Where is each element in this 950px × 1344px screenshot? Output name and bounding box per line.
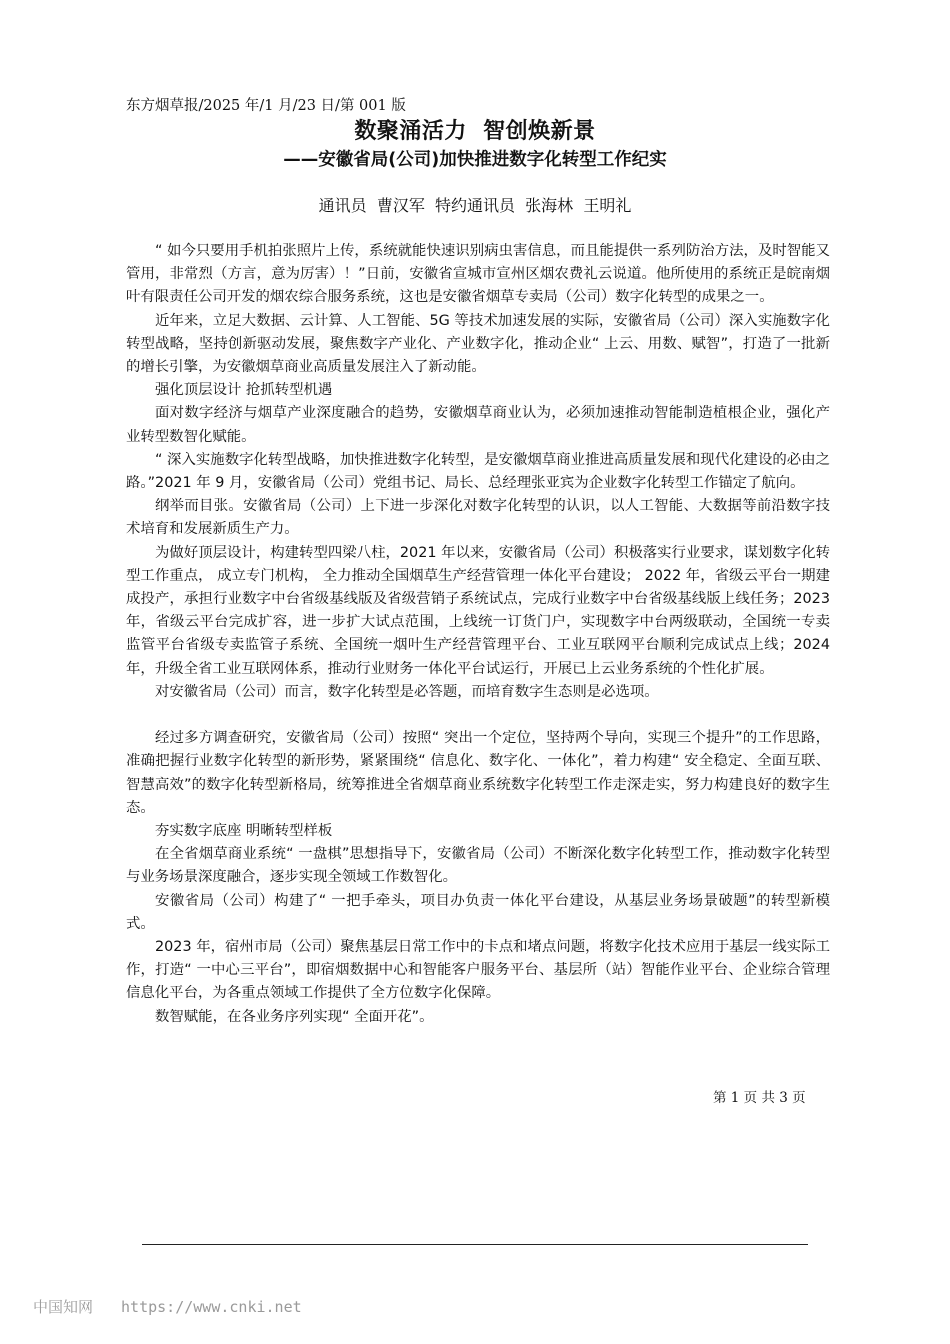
paragraph: “ 深入实施数字化转型战略，加快推进数字化转型，是安徽烟草商业推进高质量发展和现代化建设的必由之路。”2021 年 9 月，安徽省局（公司）党组书记、局长、总经理张亚宾为企业数字化转型工作锚定了航向。: [126, 451, 830, 492]
byline: 通讯员 曹汉军 特约通讯员 张海林 王明礼: [318, 196, 632, 215]
headline: 数聚涌活力 智创焕新景: [354, 119, 596, 144]
paragraph: “ 如今只要用手机拍张照片上传，系统就能快速识别病虫害信息，而且能提供一系列防治方法，及时智能又管用，非常烈（方言，意为厉害）！”日前，安徽省宣城市宣州区烟农费礼云说道。他所使用的系统正是皖南烟叶有限责任公司开发的烟农综合服务系统，这也是安徽省烟草专卖局（公司）数字化转型的成果之一。: [126, 243, 830, 306]
watermark-site-name: 中国知网: [33, 1298, 94, 1316]
section-heading: 强化顶层设计 抢抓转型机遇: [155, 382, 333, 399]
subheadline: ——安徽省局(公司)加快推进数字化转型工作纪实: [283, 150, 667, 170]
paragraph: 经过多方调查研究，安徽省局（公司）按照“ 突出一个定位，坚持两个导向，实现三个提升”的工作思路，准确把握行业数字化转型的新形势，紧紧围绕“ 信息化、数字化、一体化”，着力构建“ 安全稳定、全面互联、智慧高效”的数字化转型新格局，统筹推进全省烟草商业系统数字化转型工作走深走实，努力构建良好的数字生态。: [126, 730, 830, 816]
page-number: 第 1 页 共 3 页: [713, 1090, 806, 1106]
source-line: 东方烟草报/2025 年/1 月/23 日/第 001 版: [126, 98, 406, 114]
paragraph: 为做好顶层设计，构建转型四梁八柱，2021 年以来，安徽省局（公司）积极落实行业要求，谋划数字化转型工作重点， 成立专门机构， 全力推动全国烟草生产经营管理一体化平台建设； 2022 年，省级云平台一期建成投产，承担行业数字中台省级基线版及省级营销子系统试点，完成行业数字中台省级基线版上线任务；2023 年，省级云平台完成扩容，进一步扩大试点范围，上线统一订货门户，实现数字中台两级联动，全国统一专卖监管平台省级专卖监管子系统、全国统一烟叶生产经营管理平台、工业互联网平台顺利完成试点上线；2024 年，升级全省工业互联网体系，推动行业财务一体化平台试运行，开展已上云业务系统的个性化扩展。: [126, 544, 830, 677]
paragraph: 面对数字经济与烟草产业深度融合的趋势，安徽烟草商业认为，必须加速推动智能制造植根企业，强化产业转型数智化赋能。: [126, 405, 830, 445]
paragraph: 纲举而目张。安徽省局（公司）上下进一步深化对数字化转型的认识，以人工智能、大数据等前沿数字技术培育和发展新质生产力。: [126, 498, 830, 538]
article-body: [126, 240, 830, 1029]
paragraph: 在全省烟草商业系统“ 一盘棋”思想指导下，安徽省局（公司）不断深化数字化转型工作，推动数字化转型与业务场景深度融合，逐步实现全领域工作数智化。: [126, 846, 830, 886]
cnki-watermark: [33, 1296, 302, 1317]
paragraph: 安徽省局（公司）构建了“ 一把手牵头，项目办负责一体化平台建设，从基层业务场景破题”的转型新模式。: [126, 892, 830, 932]
section-heading: 夯实数字底座 明晰转型样板: [155, 823, 333, 840]
paragraph: 数智赋能，在各业务序列实现“ 全面开花”。: [155, 1008, 434, 1025]
paragraph: 对安徽省局（公司）而言，数字化转型是必答题，而培育数字生态则是必选项。: [155, 683, 659, 700]
paragraph: 近年来，立足大数据、云计算、人工智能、5G 等技术加速发展的实际，安徽省局（公司）深入实施数字化转型战略，坚持创新驱动发展，聚焦数字产业化、产业数字化，推动企业“ 上云、用数、赋智”，打造了一批新的增长引擎，为安徽烟草商业高质量发展注入了新动能。: [126, 312, 830, 376]
watermark-url: https://www.cnki.net: [121, 1298, 302, 1316]
paragraph: 2023 年，宿州市局（公司）聚焦基层日常工作中的卡点和堵点问题，将数字化技术应用于基层一线实际工作，打造“ 一中心三平台”，即宿烟数据中心和智能客户服务平台、基层所（站）智能作业平台、企业综合管理信息化平台，为各重点领域工作提供了全方位数字化保障。: [126, 939, 830, 1002]
footer-divider: [142, 1244, 808, 1245]
